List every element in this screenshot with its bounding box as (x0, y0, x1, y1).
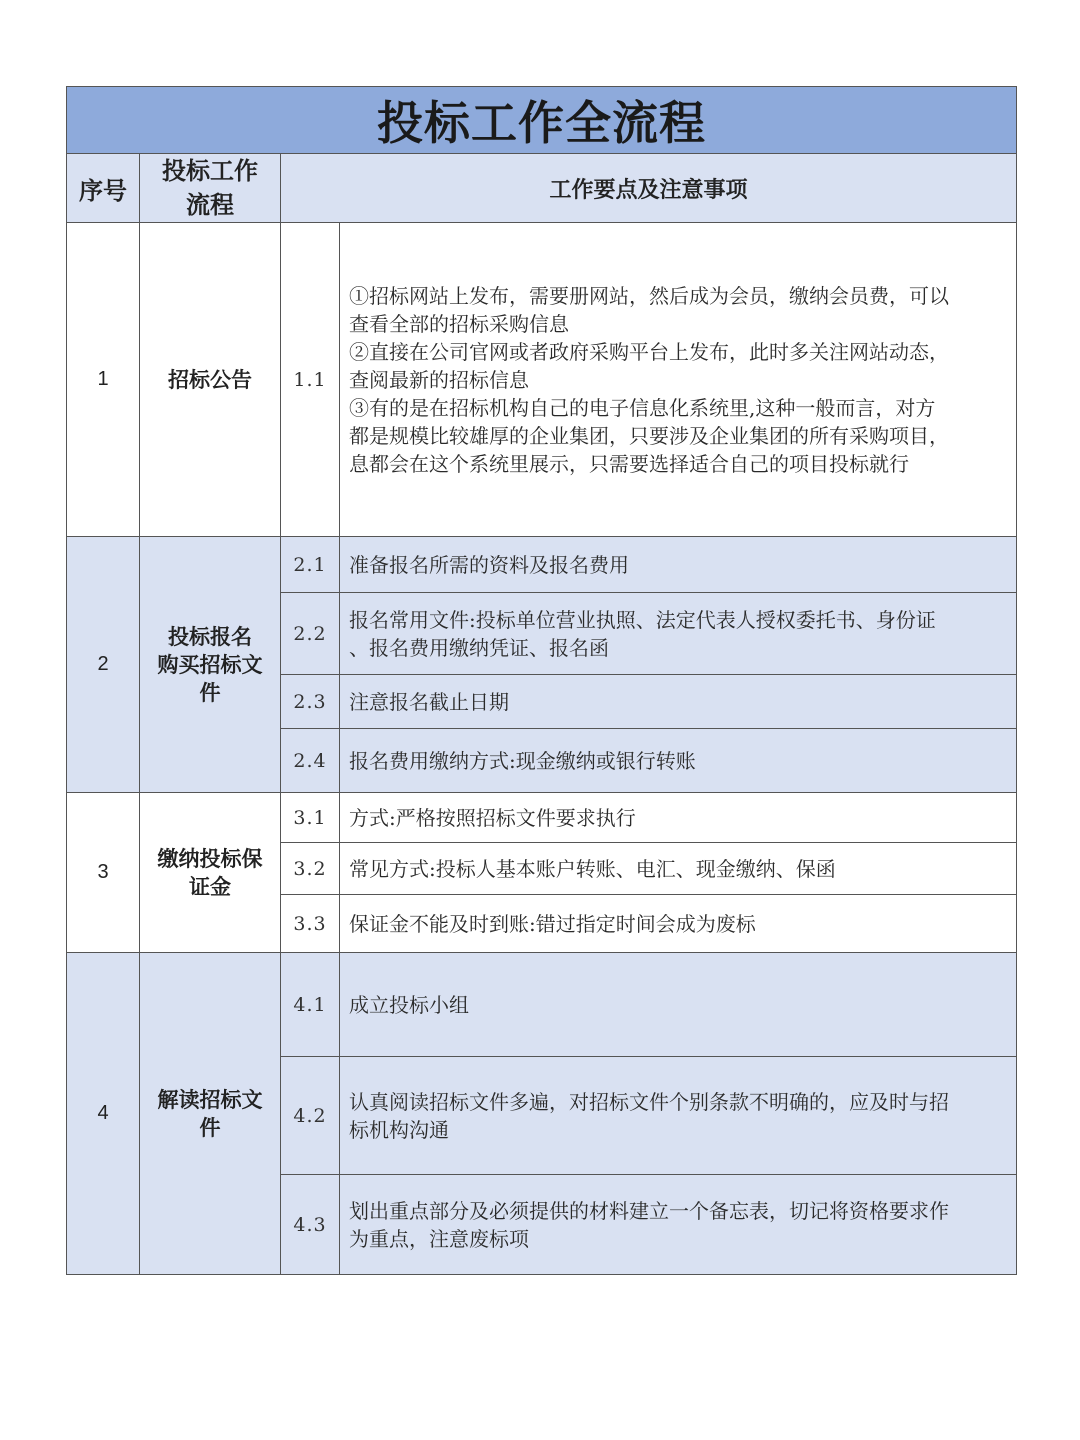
note-line: 认真阅读招标文件多遍，对招标文件个别条款不明确的，应及时与招 (349, 1089, 949, 1114)
item-note (340, 1057, 1017, 1175)
item-number: 2.4 (281, 729, 340, 793)
header-seq: 序号 (67, 154, 140, 223)
item-note (340, 793, 1017, 843)
note-line: 方式:严格按照招标文件要求执行 (349, 805, 636, 830)
item-number: 1.1 (281, 223, 340, 537)
item-number: 3.3 (281, 895, 340, 953)
section-flow-line: 证金 (189, 873, 231, 899)
section-flow-line: 缴纳投标保 (157, 845, 263, 871)
note-line: 报名常用文件:投标单位营业执照、法定代表人授权委托书、身份证 (349, 607, 936, 632)
item-note (340, 223, 1017, 537)
section-seq: 3 (67, 793, 140, 953)
table-row (67, 953, 1017, 1057)
table-row (67, 793, 1017, 843)
title-row (67, 87, 1017, 154)
note-line: 都是规模比较雄厚的企业集团，只要涉及企业集团的所有采购项目， (349, 423, 949, 448)
note-line: 为重点，注意废标项 (349, 1226, 529, 1251)
header-notes: 工作要点及注意事项 (281, 154, 1017, 223)
section-flow (140, 537, 281, 793)
item-number: 4.3 (281, 1175, 340, 1275)
note-line: ②直接在公司官网或者政府采购平台上发布，此时多关注网站动态， (349, 339, 949, 364)
section-seq: 1 (67, 223, 140, 537)
note-line: ①招标网站上发布，需要册网站，然后成为会员，缴纳会员费，可以 (349, 283, 949, 308)
section-flow-line: 解读招标文 (157, 1086, 263, 1112)
section-flow-line: 投标报名 (168, 623, 252, 649)
item-note (340, 729, 1017, 793)
note-line: 查阅最新的招标信息 (349, 367, 529, 392)
item-note (340, 895, 1017, 953)
note-line: 常见方式:投标人基本账户转账、电汇、现金缴纳、保函 (349, 856, 836, 881)
page-title: 投标工作全流程 (67, 87, 1017, 154)
section-flow-line: 件 (199, 1114, 221, 1140)
item-note (340, 1175, 1017, 1275)
header-row (67, 154, 1017, 223)
note-line: 息都会在这个系统里展示，只需要选择适合自己的项目投标就行 (349, 451, 909, 476)
item-note (340, 675, 1017, 729)
section-flow-line: 招标公告 (168, 366, 252, 392)
section-flow (140, 793, 281, 953)
item-number: 4.2 (281, 1057, 340, 1175)
note-line: 划出重点部分及必须提供的材料建立一个备忘表，切记将资格要求作 (349, 1198, 949, 1223)
note-line: 标机构沟通 (349, 1117, 449, 1142)
item-note (340, 843, 1017, 895)
note-line: 、报名费用缴纳凭证、报名函 (349, 635, 609, 660)
table-row (67, 223, 1017, 537)
item-note (340, 953, 1017, 1057)
note-line: 准备报名所需的资料及报名费用 (349, 552, 629, 577)
header-flow-line-1: 投标工作 (162, 156, 258, 185)
header-flow-line-2: 流程 (186, 190, 234, 219)
item-number: 3.1 (281, 793, 340, 843)
item-number: 4.1 (281, 953, 340, 1057)
note-line: 查看全部的招标采购信息 (349, 311, 569, 336)
item-note (340, 593, 1017, 675)
header-flow (140, 154, 281, 223)
item-number: 3.2 (281, 843, 340, 895)
note-line: ③有的是在招标机构自己的电子信息化系统里,这种一般而言，对方 (349, 395, 936, 420)
table-row (67, 537, 1017, 593)
note-line: 保证金不能及时到账:错过指定时间会成为废标 (349, 911, 756, 936)
item-note (340, 537, 1017, 593)
section-flow-line: 购买招标文 (157, 651, 263, 677)
section-seq: 2 (67, 537, 140, 793)
section-flow-line: 件 (199, 679, 221, 705)
note-line: 注意报名截止日期 (349, 689, 509, 714)
bidding-process-table (66, 86, 1017, 1275)
section-seq: 4 (67, 953, 140, 1275)
item-number: 2.3 (281, 675, 340, 729)
note-line: 成立投标小组 (349, 992, 469, 1017)
item-number: 2.2 (281, 593, 340, 675)
section-flow (140, 953, 281, 1275)
note-line: 报名费用缴纳方式:现金缴纳或银行转账 (349, 748, 696, 773)
section-flow (140, 223, 281, 537)
item-number: 2.1 (281, 537, 340, 593)
